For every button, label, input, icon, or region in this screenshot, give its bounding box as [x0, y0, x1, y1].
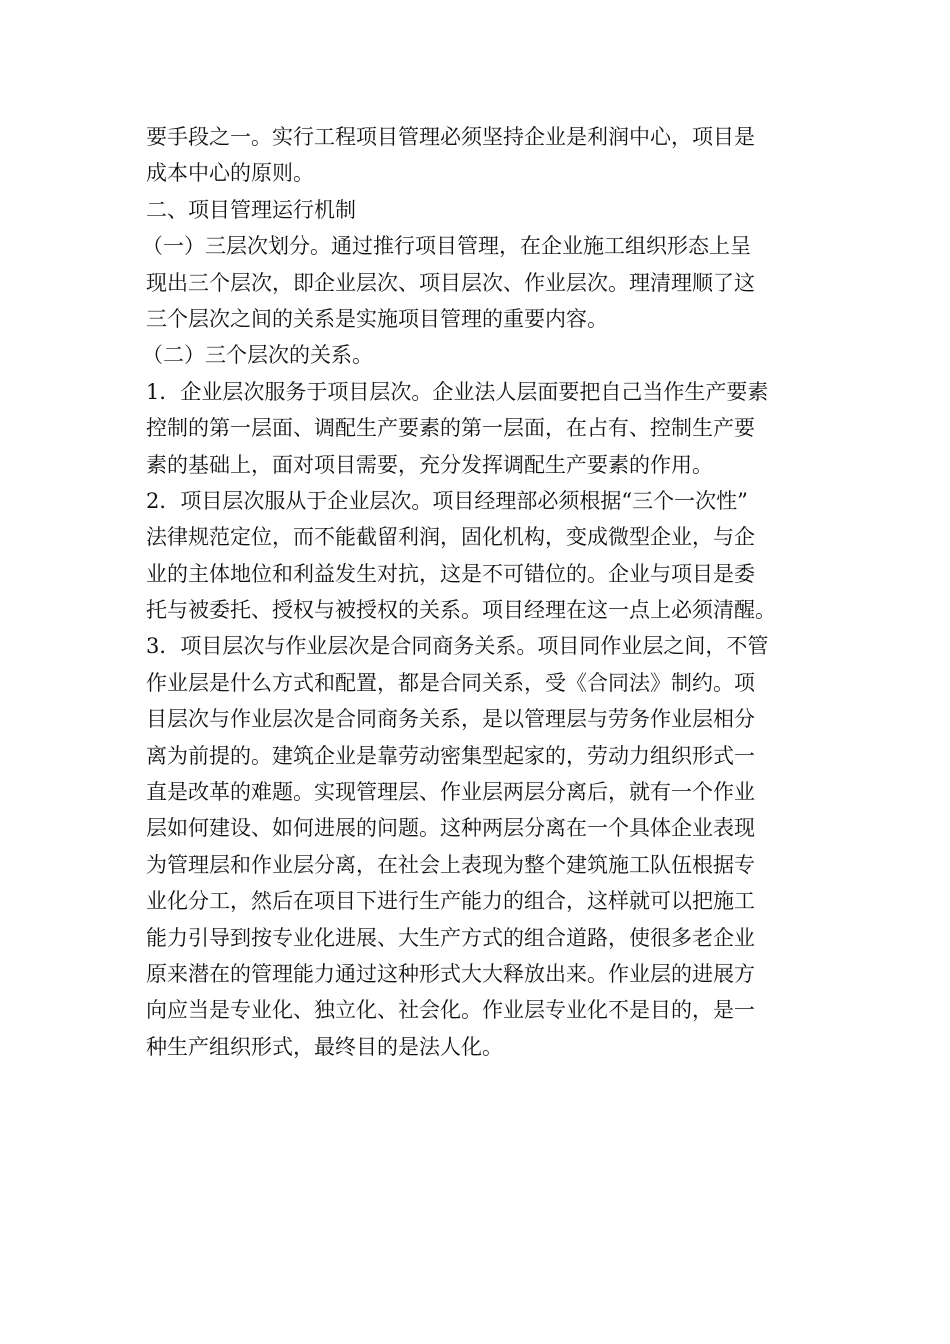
text-line: 现出三个层次，即企业层次、项目层次、作业层次。理清理顺了这	[146, 270, 755, 295]
text-line: 直是改革的难题。实现管理层、作业层两层分离后，就有一个作业	[146, 780, 755, 805]
numbered-item-line: 1．企业层次服务于项目层次。企业法人层面要把自己当作生产要素	[146, 379, 769, 404]
text-line: 种生产组织形式，最终目的是法人化。	[146, 1034, 503, 1059]
text-line: 层如何建设、如何进展的问题。这种两层分离在一个具体企业表现	[146, 816, 755, 841]
text-line: 控制的第一层面、调配生产要素的第一层面，在占有、控制生产要	[146, 416, 755, 441]
text-line: 业的主体地位和利益发生对抗，这是不可错位的。企业与项目是委	[146, 561, 755, 586]
text-line: 目层次与作业层次是合同商务关系，是以管理层与劳务作业层相分	[146, 707, 755, 732]
text-line: 作业层是什么方式和配置，都是合同关系，受《合同法》制约。项	[146, 670, 755, 695]
text-line: 要手段之一。实行工程项目管理必须坚持企业是利润中心，项目是	[146, 125, 755, 149]
subsection-heading: （二）三个层次的关系。	[142, 343, 373, 368]
text-line: 法律规范定位，而不能截留利润，固化机构，变成微型企业，与企	[146, 525, 755, 550]
text-line: 原来潜在的管理能力通过这种形式大大释放出来。作业层的进展方	[146, 961, 755, 986]
text-line: 业化分工，然后在项目下进行生产能力的组合，这样就可以把施工	[146, 889, 755, 914]
text-line: 三个层次之间的关系是实施项目管理的重要内容。	[146, 306, 608, 331]
numbered-item-line: 3．项目层次与作业层次是合同商务关系。项目同作业层之间，不管	[146, 634, 769, 659]
subsection-heading-line: （一）三层次划分。通过推行项目管理，在企业施工组织形态上呈	[142, 234, 751, 259]
text-line: 成本中心的原则。	[146, 161, 314, 186]
section-heading: 二、项目管理运行机制	[146, 197, 356, 222]
text-line: 托与被委托、授权与被授权的关系。项目经理在这一点上必须清醒。	[146, 598, 776, 623]
numbered-item-line: 2．项目层次服从于企业层次。项目经理部必须根据“三个一次性”	[146, 488, 748, 513]
text-line: 向应当是专业化、独立化、社会化。作业层专业化不是目的，是一	[146, 998, 755, 1023]
text-line: 为管理层和作业层分离，在社会上表现为整个建筑施工队伍根据专	[146, 852, 755, 877]
document-body	[142, 119, 812, 1065]
text-line: 素的基础上，面对项目需要，充分发挥调配生产要素的作用。	[146, 452, 713, 477]
text-line: 离为前提的。建筑企业是靠劳动密集型起家的，劳动力组织形式一	[146, 743, 755, 768]
text-line: 能力引导到按专业化进展、大生产方式的组合道路，使很多老企业	[146, 925, 755, 950]
